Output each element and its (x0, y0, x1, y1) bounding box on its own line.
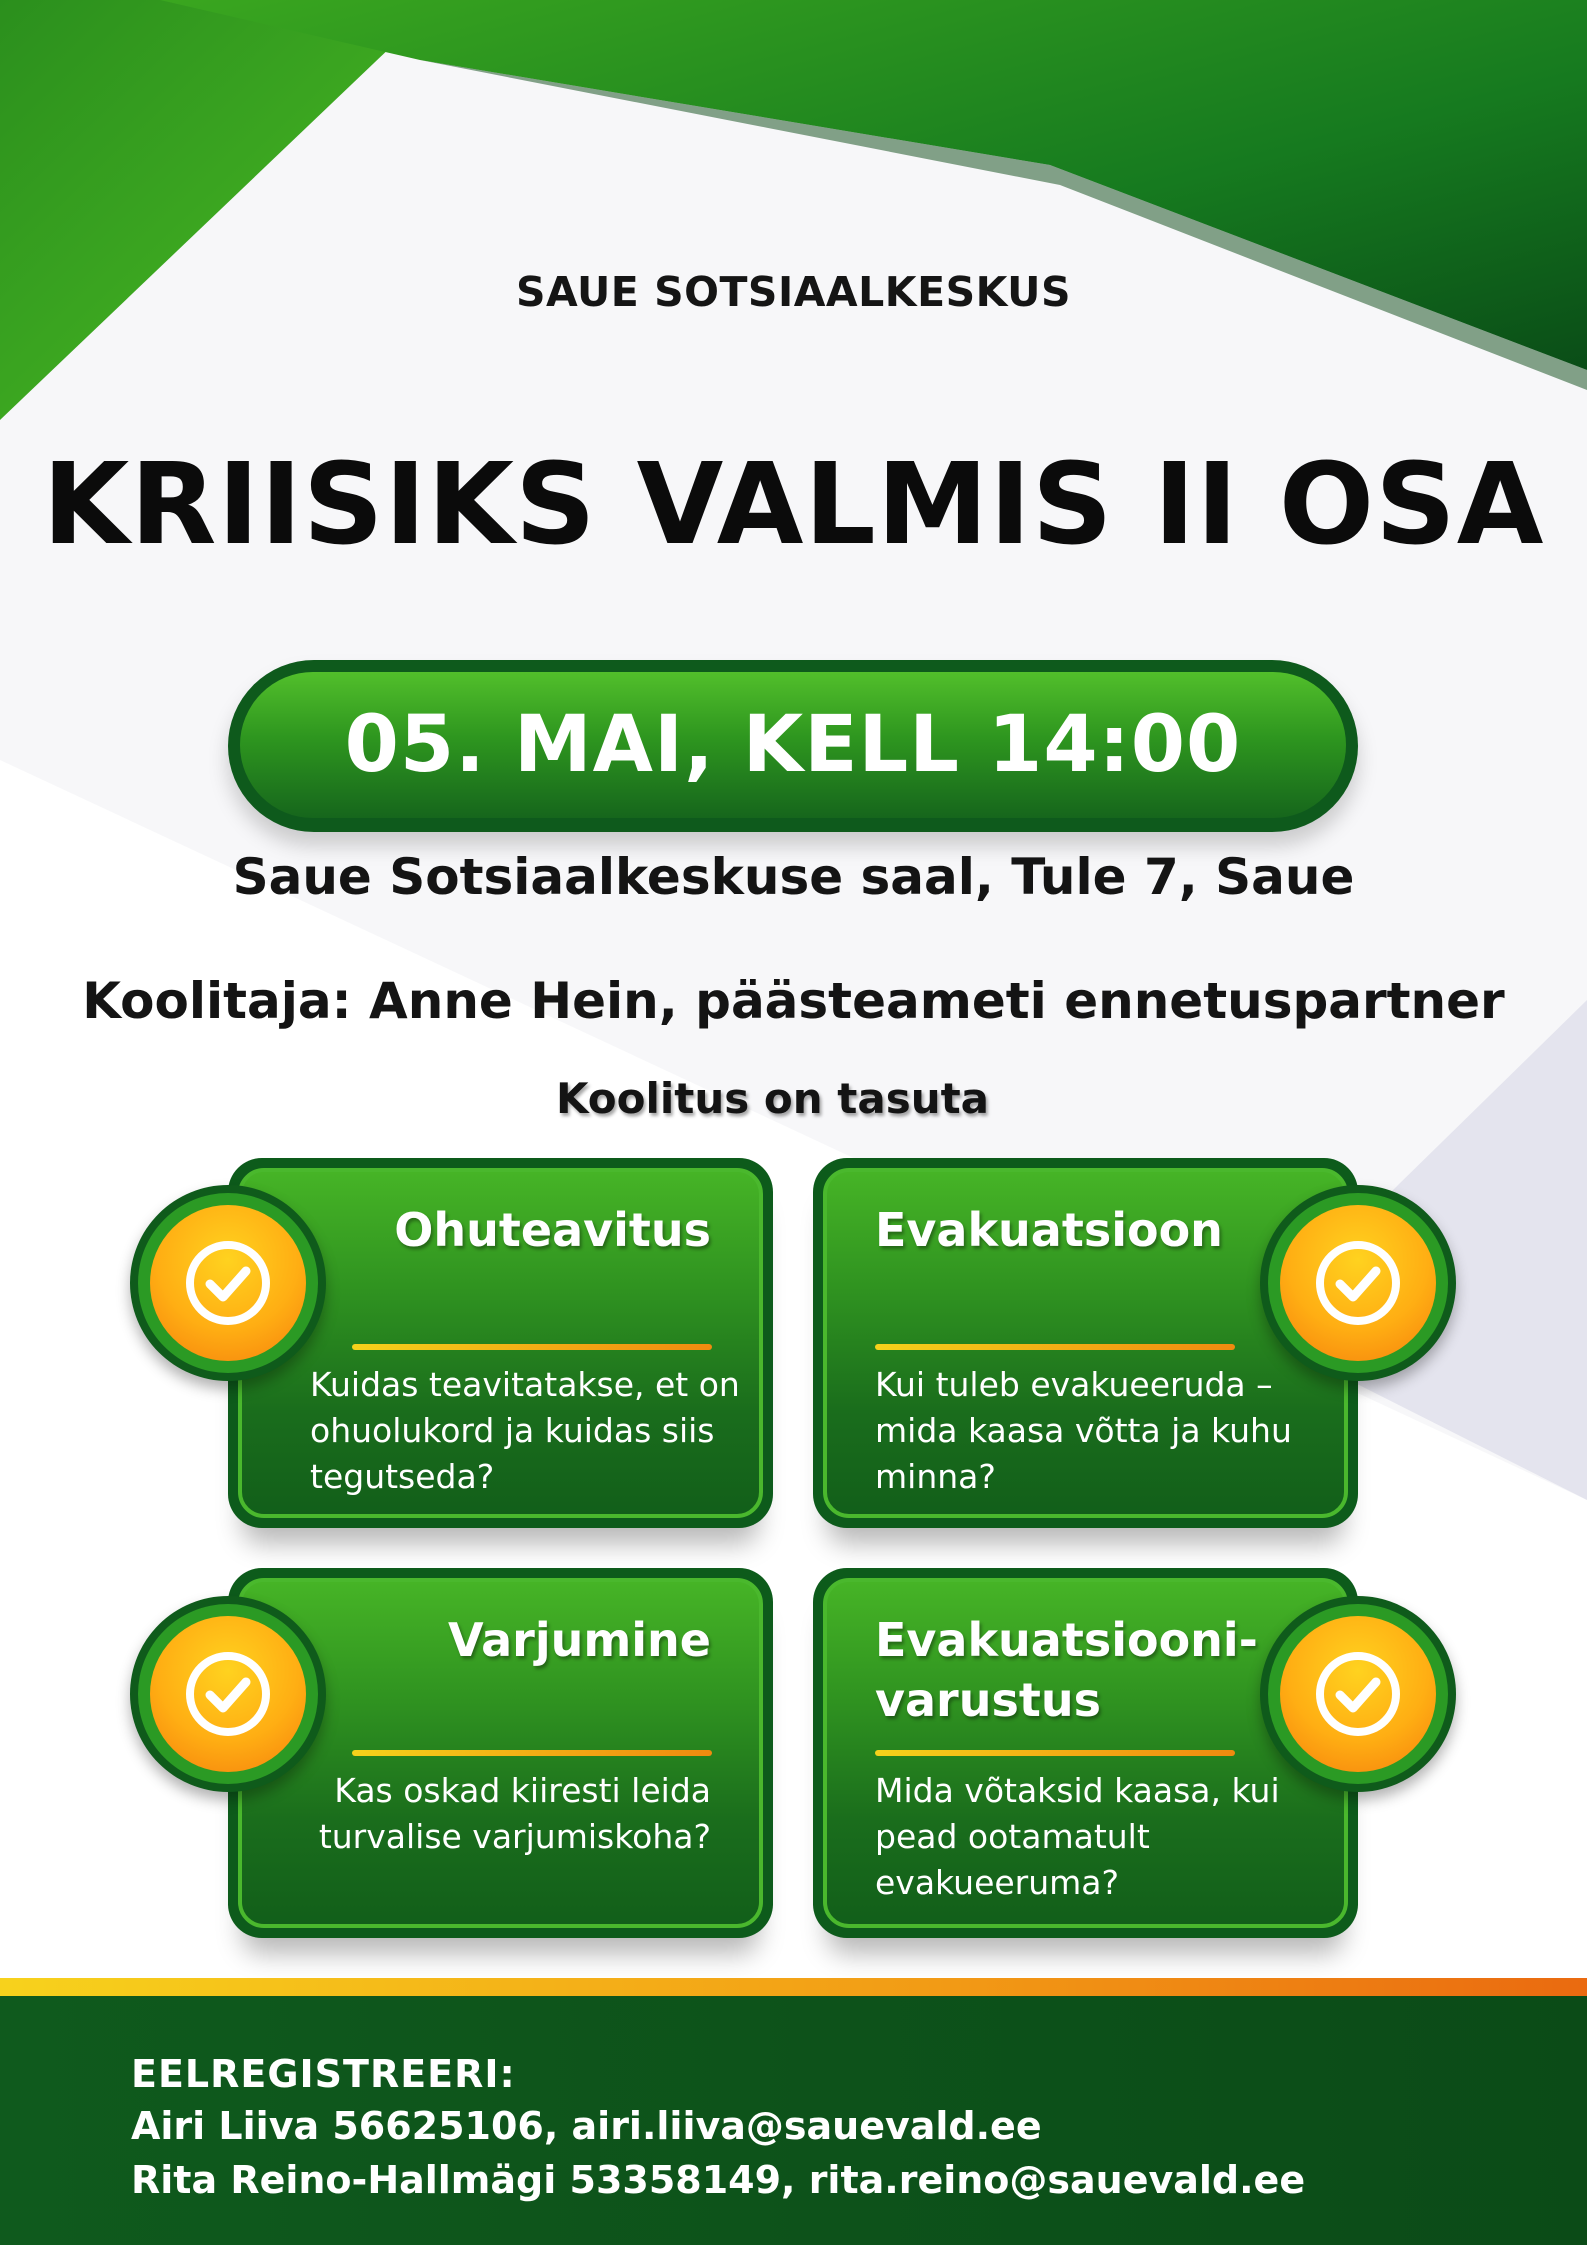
topic-description: Kas oskad kiiresti leida turvalise varjumiskoha? (318, 1771, 711, 1856)
topic-description: Kui tuleb evakueeruda – mida kaasa võtta ja kuhu minna? (875, 1365, 1292, 1496)
page-title: KRIISIKS VALMIS II OSA (42, 440, 1545, 570)
registration-contact: Rita Reino-Hallmägi 53358149, rita.reino@sauevald.ee (131, 2158, 1306, 2202)
footer-accent-stripe (0, 1978, 1587, 1996)
topic-description: Mida võtaksid kaasa, kui pead ootamatult evakueeruma? (875, 1771, 1280, 1902)
topic-description: Kuidas teavitatakse, et on ohuolukord ja kuidas siis tegutseda? (310, 1365, 740, 1496)
topic-title: Varjumine (448, 1613, 711, 1667)
topic-card-varjumine (228, 1568, 773, 1938)
registration-contact: Airi Liiva 56625106, airi.liiva@sauevald.ee (131, 2104, 1042, 2148)
date-banner (228, 660, 1358, 832)
topic-title: Evakuatsiooni- varustus (875, 1613, 1258, 1727)
topic-card-evakuatsioonivarustus (813, 1568, 1358, 1938)
topic-divider (875, 1344, 1235, 1350)
check-circle-icon (1260, 1596, 1456, 1792)
check-circle-icon (130, 1185, 326, 1381)
topic-card-ohuteavitus (228, 1158, 773, 1528)
topic-divider (352, 1750, 712, 1756)
topic-title: Ohuteavitus (394, 1203, 711, 1257)
trainer-info: Koolitaja: Anne Hein, päästeameti ennetuspartner (82, 972, 1505, 1030)
organization-name: SAUE SOTSIAALKESKUS (516, 268, 1071, 316)
topic-divider (352, 1344, 712, 1350)
check-circle-icon (130, 1596, 326, 1792)
event-venue: Saue Sotsiaalkeskuse saal, Tule 7, Saue (232, 848, 1355, 906)
topic-card-evakuatsioon (813, 1158, 1358, 1528)
event-date-time: 05. MAI, KELL 14:00 (344, 700, 1242, 790)
price-note: Koolitus on tasuta (555, 1074, 990, 1123)
check-circle-icon (1260, 1185, 1456, 1381)
registration-heading: EELREGISTREERI: (131, 2052, 516, 2096)
topic-title: Evakuatsioon (875, 1203, 1223, 1257)
topic-divider (875, 1750, 1235, 1756)
